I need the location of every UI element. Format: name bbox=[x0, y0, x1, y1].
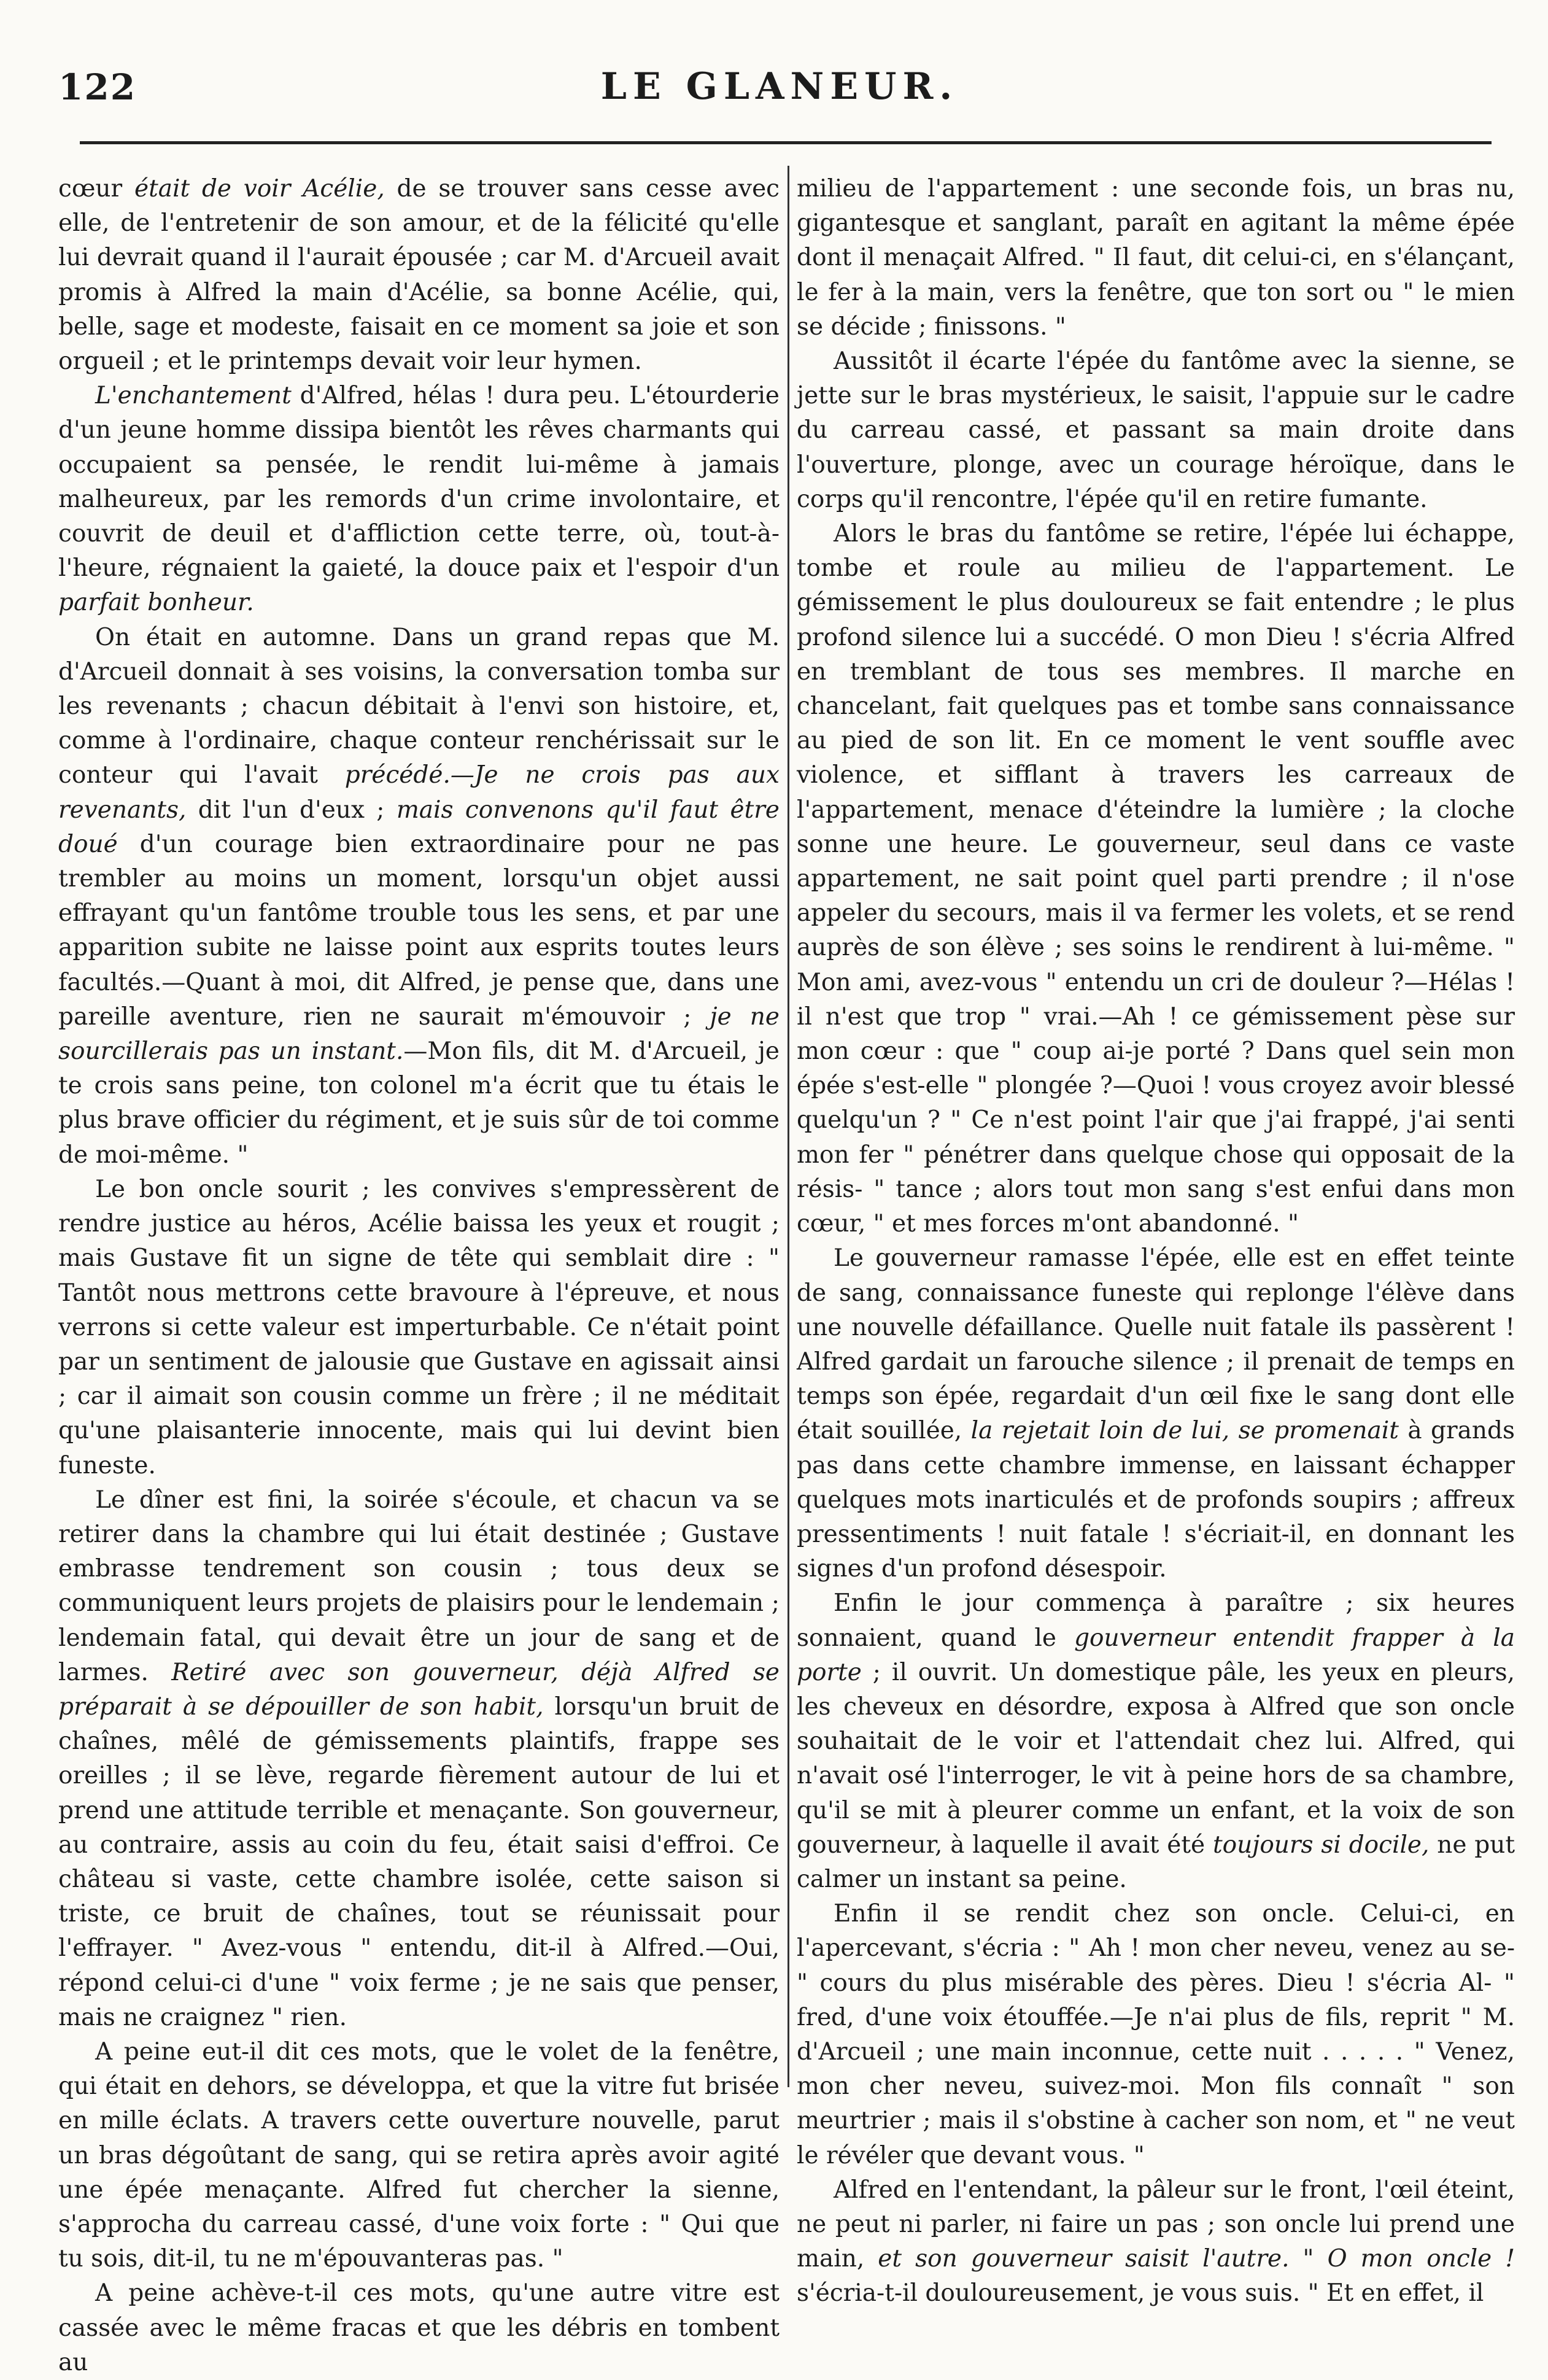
italic-text: toujours si docile, bbox=[1212, 1831, 1430, 1859]
paragraph bbox=[58, 2276, 780, 2380]
italic-text: parfait bonheur. bbox=[58, 589, 254, 617]
italic-text: et son gouverneur saisit l'autre. bbox=[878, 2245, 1290, 2273]
italic-text: je ne sourcillerais pas un instant. bbox=[58, 1002, 780, 1066]
text-run: de se trouver sans cesse avec elle, de l'entretenir de son amour, et de la félicité qu'elle lui devrait quand il l'aurait épousée ; car M. d'Arcueil avait promis à Alfred la main d'Acélie, sa bonne Acélie, qui, belle, sage et modeste, faisait en ce moment sa joie et son orgueil ; et le printemps devait voir leur hymen. bbox=[58, 175, 780, 376]
left-column bbox=[58, 172, 780, 2376]
text-run: d'Alfred, hélas ! dura peu. L'étourderie d'un jeune homme dissipa bientôt les rêves charmants qui occupaient sa pensée, le rendit lui-même à jamais malheureux, par les remords d'un crime involontaire, et couvrit de deuil et d'affliction cette terre, où, tout-à-l'heure, régnaient la gaieté, la douce paix et l'espoir d'un bbox=[58, 382, 780, 583]
italic-text: la rejetait loin de lui, se promenait bbox=[970, 1417, 1399, 1445]
text-run: Le bon oncle sourit ; les convives s'empressèrent de rendre justice au héros, Acélie baissa les yeux et rougit ; mais Gustave fit un signe de tête qui semblait dire : " Tantôt nous mettrons cette bravoure à l'épreuve, et nous verrons si cette valeur est imperturbable. Ce n'était point par un sentiment de jalousie que Gustave en agissait ainsi ; car il aimait son cousin comme un frère ; il ne méditait qu'une plaisanterie innocente, mais qui lui devint bien funeste. bbox=[58, 1175, 780, 1479]
italic-text: gouverneur entendit frapper à la porte bbox=[797, 1624, 1515, 1686]
paragraph bbox=[797, 1241, 1515, 1586]
running-title: LE GLANEUR. bbox=[600, 65, 959, 108]
paragraph bbox=[797, 1897, 1515, 2173]
italic-text: précédé.—Je ne crois pas aux revenants, bbox=[58, 761, 780, 824]
paragraph bbox=[797, 1586, 1515, 1897]
text-run: Aussitôt il écarte l'épée du fantôme avec la sienne, se jette sur le bras mystérieux, le saisit, l'appuie sur le cadre du carreau cassé, et passant sa main droite dans l'ouverture, plonge, avec un courage héroïque, dans le corps qu'il rencontre, l'épée qu'il en retire fumante. bbox=[797, 347, 1515, 513]
text-run: Le gouverneur ramasse l'épée, elle est en effet teinte de sang, connaissance funeste qui replonge l'élève dans une nouvelle défaillance. Quelle nuit fatale ils passèrent ! Alfred gardait un farouche silence ; il prenait de temps en temps son épée, regardait d'un œil fixe le sang dont elle était souillée, bbox=[797, 1244, 1515, 1445]
text-run: A peine achève-t-il ces mots, qu'une autre vitre est cassée avec le même fracas et que les débris en tombent au bbox=[58, 2279, 780, 2376]
page-header bbox=[58, 56, 1501, 112]
text-run: cœur bbox=[58, 175, 134, 203]
text-run: Le dîner est fini, la soirée s'écoule, et chacun va se retirer dans la chambre qui lui était destinée ; Gustave embrasse tendrement son cousin ; tous deux se communiquent leurs projets de plaisirs pour le lendemain ; lendemain fatal, qui devait être un jour de sang et de larmes. bbox=[58, 1486, 780, 1686]
italic-text: Retiré avec son gouverneur, déjà Alfred se préparait à se dépouiller de son habit, bbox=[58, 1658, 780, 1721]
paragraph bbox=[58, 621, 780, 1173]
paragraph bbox=[797, 344, 1515, 517]
text-run: " bbox=[1289, 2245, 1328, 2273]
text-run: Alors le bras du fantôme se retire, l'épée lui échappe, tombe et roule au milieu de l'appartement. Le gémissement le plus douloureux se fait entendre ; le plus profond silence lui a succédé. O mon Dieu ! s'écria Alfred en tremblant de tous ses membres. Il marche en chancelant, fait quelques pas et tombe sans connaissance au pied de son lit. En ce moment le vent souffle avec violence, et sifflant à travers les carreaux de l'appartement, menace d'éteindre la lumière ; la cloche sonne une heure. Le gouverneur, seul dans ce vaste appartement, ne sait point quel parti prendre ; il n'ose appeler du secours, mais il va fermer les volets, et se rend auprès de son élève ; ses soins le rendirent à lui-même. " Mon ami, avez-vous " entendu un cri de douleur ?—Hélas ! il n'est que trop " vrai.—Ah ! ce gémissement pèse sur mon cœur : que " coup ai-je porté ? Dans quel sein mon épée s'est-elle " plongée ?—Quoi ! vous croyez avoir blessé quelqu'un ? " Ce n'est point l'air que j'ai frappé, j'ai senti mon fer " pénétrer dans quelque chose qui opposait de la résis- " tance ; alors tout mon sang s'est enfui dans mon cœur, " et mes forces m'ont abandonné. " bbox=[797, 520, 1515, 1238]
right-column bbox=[797, 172, 1515, 2308]
paragraph bbox=[797, 172, 1515, 344]
paragraph bbox=[797, 2173, 1515, 2311]
paragraph bbox=[797, 517, 1515, 1241]
text-run: Alfred en l'entendant, la pâleur sur le front, l'œil éteint, ne peut ni parler, ni faire un pas ; son oncle lui prend une main, bbox=[797, 2176, 1515, 2273]
text-run: Enfin il se rendit chez son oncle. Celui-ci, en l'apercevant, s'écria : " Ah ! mon cher neveu, venez au se- " cours du plus misérable des pères. Dieu ! s'écria Al- " fred, d'une voix étouffée.—Je n'ai plus de fils, reprit " M. d'Arcueil ; une main inconnue, cette nuit . . . . . " Venez, mon cher neveu, suivez-moi. Mon fils connaît " son meurtrier ; mais il s'obstine à cacher son nom, et " ne veut le révéler que devant vous. " bbox=[797, 1900, 1515, 2169]
page-number: 122 bbox=[58, 66, 137, 108]
text-run: s'écria-t-il douloureusement, je vous suis. " Et en effet, il bbox=[797, 2279, 1484, 2308]
italic-text: était de voir Acélie, bbox=[134, 175, 385, 203]
column-divider bbox=[788, 166, 789, 2087]
paragraph bbox=[58, 1173, 780, 1483]
text-run: On était en automne. Dans un grand repas que M. d'Arcueil donnait à ses voisins, la conversation tomba sur les revenants ; chacun débitait à l'envi son histoire, et, comme à l'ordinaire, chaque conteur renchérissait sur le conteur qui l'avait bbox=[58, 623, 780, 789]
paragraph bbox=[58, 172, 780, 379]
text-run: ne put calmer un instant sa peine. bbox=[797, 1831, 1515, 1893]
text-run: A peine eut-il dit ces mots, que le volet de la fenêtre, qui était en dehors, se développa, et que la vitre fut brisée en mille éclats. A travers cette ouverture nouvelle, parut un bras dégoûtant de sang, qui se retira après avoir agité une épée menaçante. Alfred fut chercher la sienne, s'approcha du carreau cassé, d'une voix forte : " Qui que tu sois, dit-il, tu ne m'épouvanteras pas. " bbox=[58, 2037, 780, 2273]
header-rule bbox=[80, 141, 1492, 144]
italic-text: mais convenons qu'il faut être doué bbox=[58, 796, 780, 858]
text-run: Enfin le jour commença à paraître ; six heures sonnaient, quand le bbox=[797, 1589, 1515, 1652]
text-run: ; il ouvrit. Un domestique pâle, les yeux en pleurs, les cheveux en désordre, exposa à Alfred que son oncle souhaitait de le voir et l'attendait chez lui. Alfred, qui n'avait osé l'interroger, le vit à peine hors de sa chambre, qu'il se mit à pleurer comme un enfant, et la voix de son gouverneur, à laquelle il avait été bbox=[797, 1658, 1515, 1859]
italic-text: O mon oncle ! bbox=[1327, 2245, 1515, 2273]
italic-text: L'enchantement bbox=[95, 382, 292, 410]
text-run: —Mon fils, dit M. d'Arcueil, je te crois sans peine, ton colonel m'a écrit que tu étais le plus brave officier du régiment, et je suis sûr de toi comme de moi-même. " bbox=[58, 1037, 780, 1169]
text-run: dit l'un d'eux ; bbox=[186, 796, 397, 824]
text-run: milieu de l'appartement : une seconde fois, un bras nu, gigantesque et sanglant, paraît en agitant la même épée dont il menaçait Alfred. " Il faut, dit celui-ci, en s'élançant, le fer à la main, vers la fenêtre, que ton sort ou " le mien se décide ; finissons. " bbox=[797, 175, 1515, 341]
text-run: lorsqu'un bruit de chaînes, mêlé de gémissements plaintifs, frappe ses oreilles ; il se lève, regarde fièrement autour de lui et prend une attitude terrible et menaçante. Son gouverneur, au contraire, assis au coin du feu, était saisi d'effroi. Ce château si vaste, cette chambre isolée, cette saison si triste, ce bruit de chaînes, tout se réunissait pour l'effrayer. " Avez-vous " entendu, dit-il à Alfred.—Oui, répond celui-ci d'une " voix ferme ; je ne sais que penser, mais ne craignez " rien. bbox=[58, 1692, 780, 2031]
paragraph bbox=[58, 2035, 780, 2276]
paragraph bbox=[58, 379, 780, 620]
paragraph bbox=[58, 1483, 780, 2035]
text-run: à grands pas dans cette chambre immense, en laissant échapper quelques mots inarticulés et de profonds soupirs ; affreux pressentiments ! nuit fatale ! s'écriait-il, en donnant les signes d'un profond désespoir. bbox=[797, 1417, 1515, 1583]
text-run: d'un courage bien extraordinaire pour ne pas trembler au moins un moment, lorsqu'un objet aussi effrayant qu'un fantôme trouble tous les sens, et par une apparition subite ne laisse point aux esprits toutes leurs facultés.—Quant à moi, dit Alfred, je pense que, dans une pareille aventure, rien ne saurait m'émouvoir ; bbox=[58, 830, 780, 1031]
